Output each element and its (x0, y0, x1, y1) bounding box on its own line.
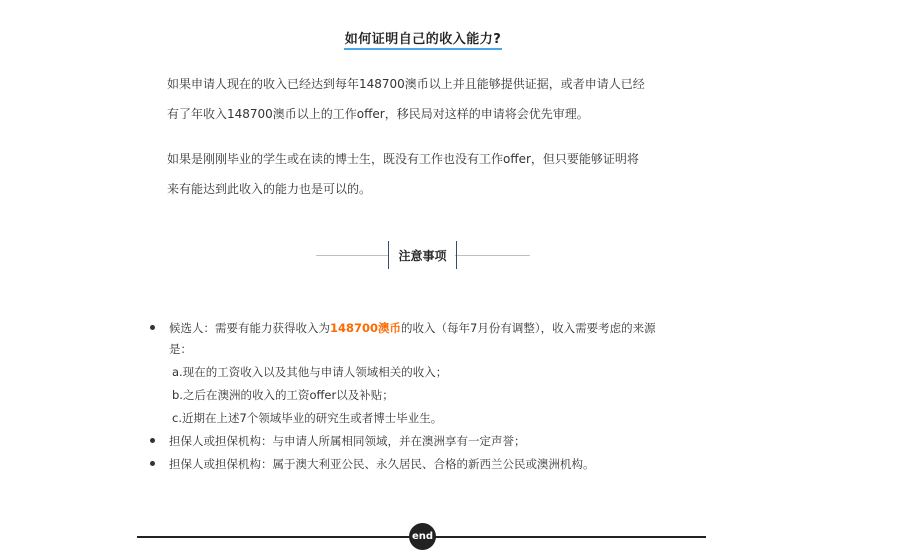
sub-item-c: c.近期在上述7个领域毕业的研究生或者博士毕业生。 (172, 411, 443, 425)
paragraph-line: 如果是刚刚毕业的学生或在读的博士生，既没有工作也没有工作offer，但只要能够证明将 (167, 152, 639, 166)
paragraph-line: 有了年收入148700澳币以上的工作offer，移民局对这样的申请将会优先审理。 (167, 107, 589, 121)
bullet-icon (150, 325, 155, 330)
paragraph-line: 如果申请人现在的收入已经达到每年148700澳币以上并且能够提供证据，或者申请人已经 (167, 77, 645, 91)
list-item-text: 担保人或担保机构：与申请人所属相同领域，并在澳洲享有一定声誉； (169, 434, 526, 448)
section-heading-text: 如何证明自己的收入能力? (344, 28, 503, 50)
sub-item-b: b.之后在澳洲的收入的工资offer以及补贴； (172, 388, 394, 402)
list-item-text (169, 320, 656, 336)
end-badge: end (409, 523, 436, 550)
paragraph-line: 来有能达到此收入的能力也是可以的。 (167, 182, 372, 196)
list-item-prefix: 候选人：需要有能力获得收入为 (169, 321, 330, 335)
notes-title-box (388, 241, 457, 269)
list-item-text: 担保人或担保机构：属于澳大利亚公民、永久居民、合格的新西兰公民或澳洲机构。 (169, 457, 595, 471)
notes-title: 注意事项 (398, 248, 447, 263)
list-item-continued-text: 是： (169, 342, 192, 356)
section-heading (0, 28, 846, 50)
divider-right-line (455, 255, 530, 256)
income-highlight: 148700澳币 (330, 321, 402, 335)
bullet-icon (150, 438, 155, 443)
sub-item-a: a.现在的工资收入以及其他与申请人领域相关的收入； (172, 365, 448, 379)
list-item-suffix: 的收入（每年7月份有调整），收入需要考虑的来源 (401, 321, 656, 335)
divider-left-line (316, 255, 388, 256)
bullet-icon (150, 461, 155, 466)
